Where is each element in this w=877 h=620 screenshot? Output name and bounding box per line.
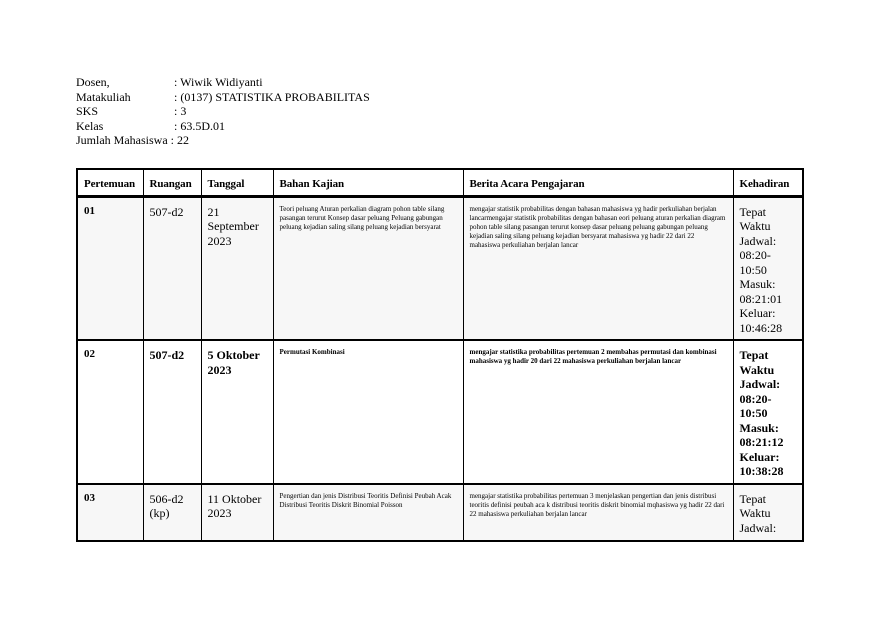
info-row-matakuliah (76, 90, 370, 105)
cell-berita-acara: mengajar statistika probabilitas pertemuan 2 membahas permutasi dan kombinasi mahasiswa yg hadir 20 dari 22 mahasiswa perkuliahan berjalan lancar (463, 340, 733, 484)
cell-ruangan: 507-d2 (143, 196, 201, 340)
cell-bahan-kajian: Pengertian dan jenis Distribusi Teoritis Definisi Peubah Acak Distribusi Teoritis Diskrit Binomial Poisson (273, 484, 463, 541)
matakuliah-value: : (0137) STATISTIKA PROBABILITAS (174, 89, 370, 104)
cell-ruangan: 507-d2 (143, 340, 201, 484)
header-tanggal: Tanggal (201, 169, 273, 196)
cell-pertemuan: 02 (77, 340, 143, 484)
header-kehadiran: Kehadiran (733, 169, 803, 196)
cell-ruangan: 506-d2 (kp) (143, 484, 201, 541)
sks-label: SKS (76, 104, 99, 119)
info-row-jumlah (76, 133, 370, 148)
cell-kehadiran: Tepat Waktu Jadwal: 08:20- 10:50 Masuk: 08:21:01 Keluar: 10:46:28 (733, 196, 803, 340)
table-row (77, 340, 803, 484)
table-row (77, 196, 803, 340)
table-header-row (77, 169, 803, 196)
matakuliah-label: Matakuliah (76, 89, 131, 104)
kelas-label: Kelas (76, 118, 104, 133)
course-info (76, 75, 370, 148)
header-berita-acara: Berita Acara Pengajaran (463, 169, 733, 196)
cell-tanggal: 5 Oktober 2023 (201, 340, 273, 484)
sks-value: : 3 (174, 104, 187, 119)
kelas-value: : 63.5D.01 (174, 118, 225, 133)
cell-berita-acara: mengajar statistik probabilitas dengan bahasan mahasiswa yg hadir perkuliahan berjalan lancarmengajar statistik probabilitas dengan bahasan eori peluang aturan perkalian diagram pohon table silang pasangan terurut konsep dasar peluang peluang gabungan peluang kejadian saling silang peluang kejadian bersyarat mahasiswa yg hadir 22 dari 22 mahasiswa perkuliahan berjalan lancar (463, 196, 733, 340)
cell-pertemuan: 03 (77, 484, 143, 541)
cell-berita-acara: mengajar statistika probabilitas pertemuan 3 menjelaskan pengertian dan jenis distribusi teoritis definisi peubah aca k distribusi teoritis diskrit binomial mqhasiswa yg hadir 22 dari 22 mahasiswa perkuliahan berjalan lancar (463, 484, 733, 541)
cell-tanggal: 21 September 2023 (201, 196, 273, 340)
info-row-dosen (76, 75, 370, 90)
cell-tanggal: 11 Oktober 2023 (201, 484, 273, 541)
jumlah-value: : 22 (170, 133, 189, 148)
attendance-table (76, 168, 804, 542)
cell-bahan-kajian: Teori peluang Aturan perkalian diagram pohon table silang pasangan terurut Konsep dasar peluang Peluang gabungan peluang kejadian saling silang peluang kejadian bersyarat (273, 196, 463, 340)
header-pertemuan: Pertemuan (77, 169, 143, 196)
cell-pertemuan: 01 (77, 196, 143, 340)
cell-kehadiran: Tepat Waktu Jadwal: 08:20- 10:50 Masuk: 08:21:12 Keluar: 10:38:28 (733, 340, 803, 484)
dosen-label: Dosen, (76, 75, 110, 89)
header-ruangan: Ruangan (143, 169, 201, 196)
cell-kehadiran: Tepat Waktu Jadwal: (733, 484, 803, 541)
table-row (77, 484, 803, 541)
dosen-value: : Wiwik Widiyanti (174, 75, 263, 89)
jumlah-label: Jumlah Mahasiswa (76, 133, 168, 148)
cell-bahan-kajian: Permutasi Kombinasi (273, 340, 463, 484)
info-row-kelas (76, 119, 370, 134)
info-row-sks (76, 104, 370, 119)
header-bahan-kajian: Bahan Kajian (273, 169, 463, 196)
